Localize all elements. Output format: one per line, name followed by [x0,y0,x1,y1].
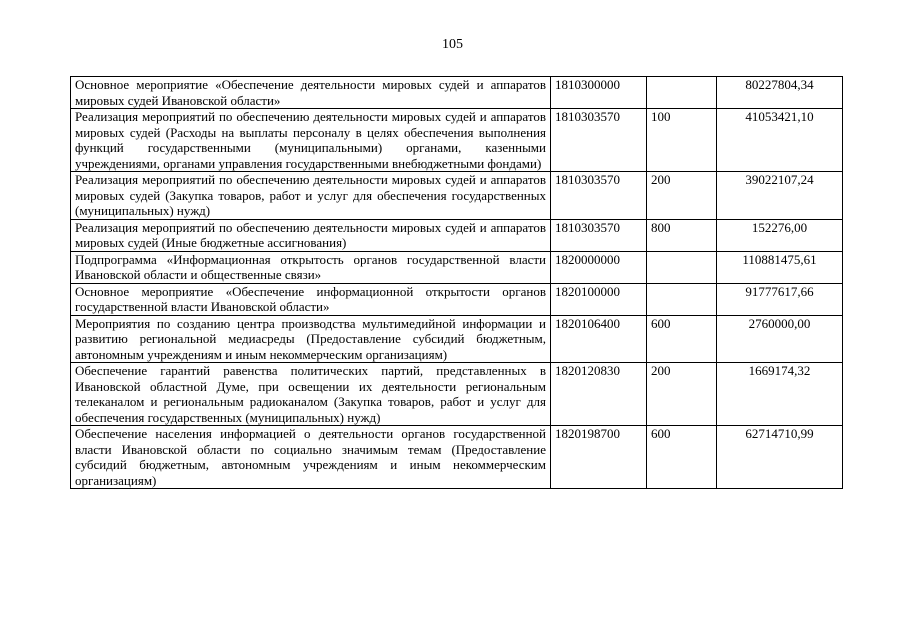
row-target-code: 1810303570 [551,219,647,251]
row-target-code: 1810300000 [551,77,647,109]
row-amount: 62714710,99 [717,426,843,489]
row-amount: 91777617,66 [717,283,843,315]
row-expense-type: 600 [647,315,717,363]
row-target-code: 1820198700 [551,426,647,489]
row-name: Основное мероприятие «Обеспечение деятельности мировых судей и аппаратов мировых судей Ивановской области» [71,77,551,109]
page-number: 105 [442,37,463,52]
row-expense-type: 800 [647,219,717,251]
row-target-code: 1820120830 [551,363,647,426]
row-target-code: 1820106400 [551,315,647,363]
row-expense-type [647,283,717,315]
row-expense-type: 600 [647,426,717,489]
row-amount: 80227804,34 [717,77,843,109]
row-name: Основное мероприятие «Обеспечение информационной открытости органов государственной власти Ивановской области» [71,283,551,315]
row-target-code: 1820000000 [551,251,647,283]
row-expense-type: 200 [647,363,717,426]
table-row [71,251,843,283]
row-target-code: 1810303570 [551,172,647,220]
row-name: Мероприятия по созданию центра производства мультимедийной информации и развитию региональной медиасреды (Предоставление субсидий бюджетным, автономным учреждениям и иным некоммерческим организациям) [71,315,551,363]
row-amount: 152276,00 [717,219,843,251]
row-amount: 39022107,24 [717,172,843,220]
row-name: Реализация мероприятий по обеспечению деятельности мировых судей и аппаратов мировых судей (Иные бюджетные ассигнования) [71,219,551,251]
table-row [71,363,843,426]
table-row [71,219,843,251]
row-expense-type: 100 [647,109,717,172]
row-expense-type: 200 [647,172,717,220]
row-amount: 2760000,00 [717,315,843,363]
row-amount: 110881475,61 [717,251,843,283]
table-row [71,172,843,220]
table-row [71,77,843,109]
row-name: Обеспечение гарантий равенства политических партий, представленных в Ивановской областной Думе, при освещении их деятельности региональным телеканалом и региональным радиоканалом (Закупка товаров, работ и услуг для обеспечения государственных (муниципальных) нужд) [71,363,551,426]
row-name: Реализация мероприятий по обеспечению деятельности мировых судей и аппаратов мировых судей (Закупка товаров, работ и услуг для обеспечения государственных (муниципальных) нужд) [71,172,551,220]
row-amount: 41053421,10 [717,109,843,172]
row-name: Подпрограмма «Информационная открытость органов государственной власти Ивановской области и общественные связи» [71,251,551,283]
table-row [71,109,843,172]
table-row [71,315,843,363]
table-row [71,283,843,315]
row-expense-type [647,77,717,109]
table-row [71,426,843,489]
row-target-code: 1820100000 [551,283,647,315]
row-expense-type [647,251,717,283]
row-target-code: 1810303570 [551,109,647,172]
budget-table [70,76,843,489]
row-name: Обеспечение населения информацией о деятельности органов государственной власти Ивановской области по социально значимым темам (Предоставление субсидий бюджетным, автономным учреждениям и иным некоммерческим организациям) [71,426,551,489]
row-name: Реализация мероприятий по обеспечению деятельности мировых судей и аппаратов мировых судей (Расходы на выплаты персоналу в целях обеспечения выполнения функций государственными (муниципальными) органами, казенными учреждениями, органами управления государственными внебюджетными фондами) [71,109,551,172]
row-amount: 1669174,32 [717,363,843,426]
